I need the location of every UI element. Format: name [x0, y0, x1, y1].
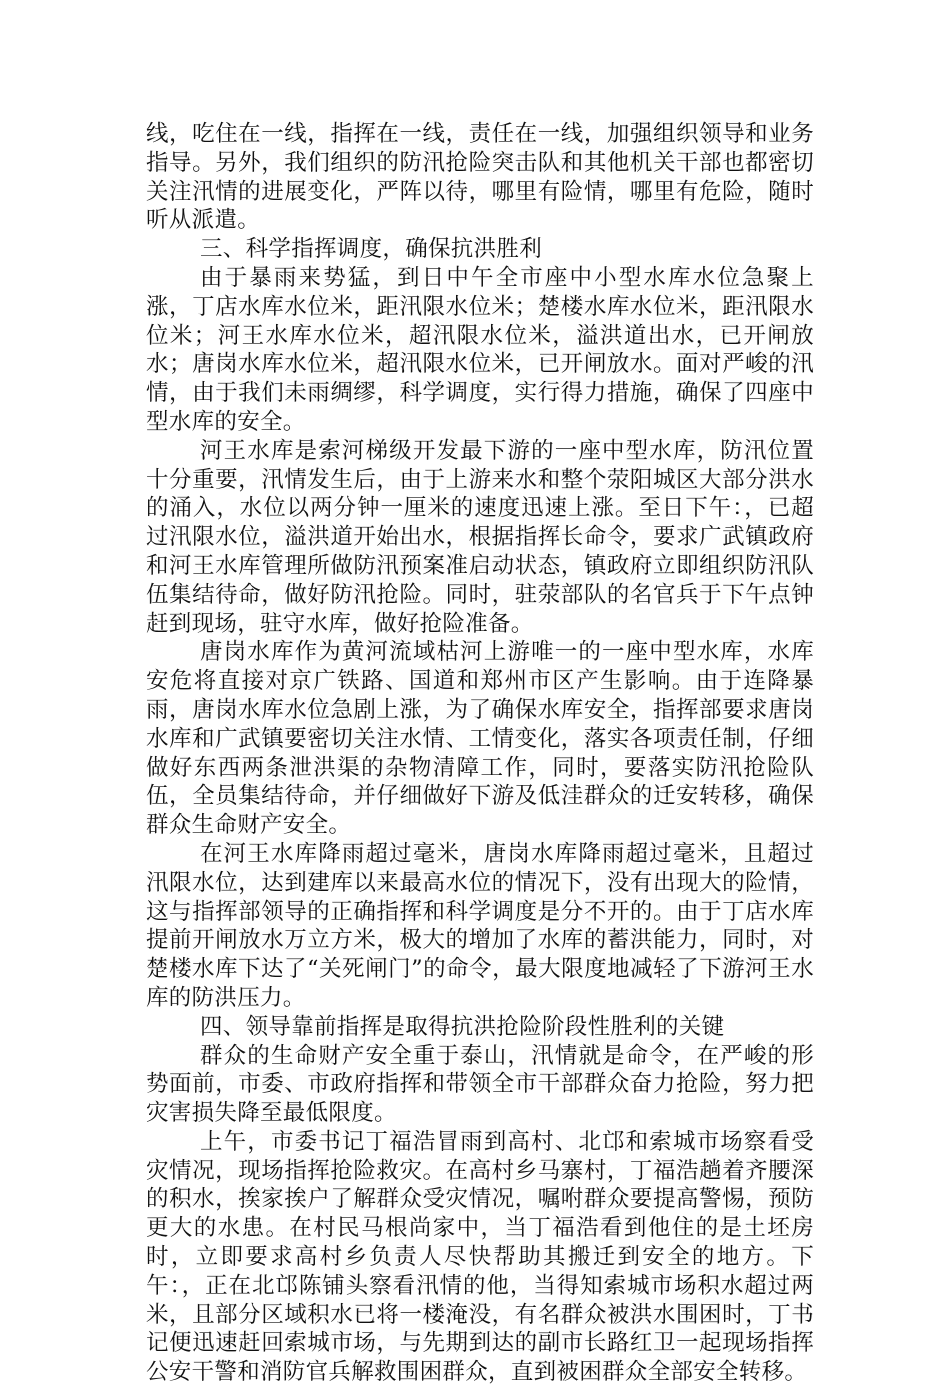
paragraph-secretary-inspection: 上午，市委书记丁福浩冒雨到高村、北邙和索城市场察看受灾情况，现场指挥抢险救灾。在高村乡马寨村，丁福浩趟着齐腰深的积水，挨家挨户了解群众受灾情况，嘱咐群众要提高警惕，预防更大的水患。在村民马根尚家中，当丁福浩看到他住的是土坯房时，立即要求高村乡负责人尽快帮助其搬迁到安全的地方。下午：，正在北邙陈铺头察看汛情的他，当得知索城市场积水超过两米，且部分区域积水已将一楼淹没，有名群众被洪水围困时，丁书记便迅速赶回索城市场，与先期到达的副市长路红卫一起现场指挥公安干警和消防官兵解救围困群众，直到被困群众全部安全转移。 [146, 1128, 814, 1386]
paragraph-scientific-dispatch: 在河王水库降雨超过毫米，唐岗水库降雨超过毫米，且超过汛限水位，达到建库以来最高水位的情况下，没有出现大的险情，这与指挥部领导的正确指挥和科学调度是分不开的。由于丁店水库提前开闸放水万立方米，极大的增加了水库的蓄洪能力，同时，对楚楼水库下达了“关死闸门”的命令，最大限度地减轻了下游河王水库的防洪压力。 [146, 840, 814, 1011]
document-body [146, 120, 814, 1387]
paragraph-hewang-reservoir: 河王水库是索河梯级开发最下游的一座中型水库，防汛位置十分重要，汛情发生后，由于上游来水和整个荥阳城区大部分洪水的涌入，水位以两分钟一厘米的速度迅速上涨。至日下午：，已超过汛限水位，溢洪道开始出水，根据指挥长命令，要求广武镇政府和河王水库管理所做防汛预案准启动状态，镇政府立即组织防汛队伍集结待命，做好防汛抢险。同时，驻荥部队的名官兵于下午点钟赶到现场，驻守水库，做好抢险准备。 [146, 437, 814, 637]
paragraph-tanggang-reservoir: 唐岗水库作为黄河流域枯河上游唯一的一座中型水库，水库安危将直接对京广铁路、国道和郑州市区产生影响。由于连降暴雨，唐岗水库水位急剧上涨，为了确保水库安全，指挥部要求唐岗水库和广武镇要密切关注水情、工情变化，落实各项责任制，仔细做好东西两条泄洪渠的杂物清障工作，同时，要落实防汛抢险队伍，全员集结待命，并仔细做好下游及低洼群众的迁安转移，确保群众生命财产安全。 [146, 639, 814, 839]
paragraph-continuation: 线，吃住在一线，指挥在一线，责任在一线，加强组织领导和业务指导。另外，我们组织的防汛抢险突击队和其他机关干部也都密切关注汛情的进展变化，严阵以待，哪里有险情，哪里有危险，随时听从派遣。 [146, 121, 814, 234]
section-heading-3: 三、科学指挥调度，确保抗洪胜利 [200, 236, 543, 263]
paragraph-people-safety: 群众的生命财产安全重于泰山，汛情就是命令，在严峻的形势面前，市委、市政府指挥和带领全市干部群众奋力抢险，努力把灾害损失降至最低限度。 [146, 1042, 814, 1127]
paragraph-reservoir-levels: 由于暴雨来势猛，到日中午全市座中小型水库水位急聚上涨，丁店水库水位米，距汛限水位米；楚楼水库水位米，距汛限水位米；河王水库水位米，超汛限水位米，溢洪道出水，已开闸放水；唐岗水库水位米，超汛限水位米，已开闸放水。面对严峻的汛情，由于我们未雨绸缪，科学调度，实行得力措施，确保了四座中型水库的安全。 [146, 264, 814, 435]
section-heading-4: 四、领导靠前指挥是取得抗洪抢险阶段性胜利的关键 [200, 1013, 725, 1040]
